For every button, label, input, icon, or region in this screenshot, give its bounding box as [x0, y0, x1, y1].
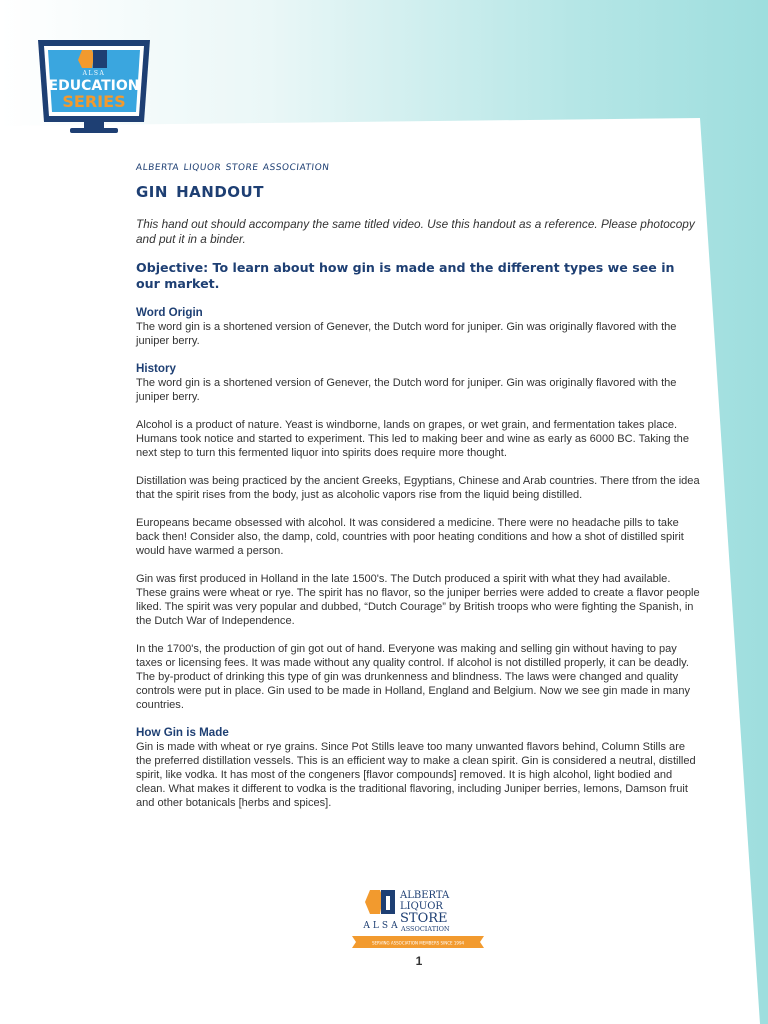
section-word-origin	[136, 306, 702, 348]
association-name: alberta liquor store association	[135, 158, 331, 173]
footer-line2: LIQUOR	[400, 901, 443, 912]
section-heading: History	[136, 362, 176, 375]
paragraph: Alcohol is a product of nature. Yeast is windborne, lands on grapes, or wet grain, and fermentation takes place. Humans took notice and started to experiment. This led to making beer and wine as early as 6000 BC. Taking the next step to turn this fermented liquor into spirits does require more thought.	[136, 419, 689, 459]
alsa-footer-logo	[350, 884, 490, 954]
page-title: gin handout	[136, 178, 264, 203]
logo-line1: EDUCATION	[48, 78, 140, 94]
section-how-gin-is-made	[136, 726, 702, 810]
paragraph: Distillation was being practiced by the ancient Greeks, Egyptians, Chinese and Arab countries. There tfrom the idea that the spirit rises from the body, just as alcoholic vapors rise from the liquid being distilled.	[136, 475, 700, 501]
footer-mark-text: ALSA	[363, 921, 401, 931]
alsa-mark-icon	[365, 890, 395, 914]
footer-line4: ASSOCIATION	[401, 925, 450, 933]
paragraph: Europeans became obsessed with alcohol. It was considered a medicine. There were no headache pills to take back then! Consider also, the damp, cold, countries with poor heating conditions and how a shot of distilled spirit would have warmed a person.	[136, 517, 684, 557]
section-heading: How Gin is Made	[136, 726, 229, 739]
education-series-logo	[32, 36, 156, 136]
page-number: 1	[415, 954, 423, 968]
intro-text: This hand out should accompany the same titled video. Use this handout as a reference. Please photocopy and put it in a binder.	[136, 217, 695, 246]
paragraph: Gin was first produced in Holland in the late 1500's. The Dutch produced a spirit with what they had available. These grains were wheat or rye. The spirit has no flavor, so the juniper berries were added to create a flavor people liked. The spirit was very popular and dubbed, “Dutch Courage” by British troops who were fighting the Spanish, in the Dutch War of Independence.	[136, 573, 700, 627]
paragraph: Gin is made with wheat or rye grains. Since Pot Stills leave too many unwanted flavors behind, Column Stills are the preferred distillation vessels. This is an efficient way to make a clean spirit. Gin is considered a neutral, distilled spirit, like vodka. It has most of the congeners [flavor compounds] removed. It is high alcohol, light bodied and clean. What makes it different to vodka is the traditional flavoring, including Juniper berries, lemons, Damson fruit and other botanicals [herbs and spices].	[136, 741, 696, 809]
footer-ribbon-text: SERVING ASSOCIATION MEMBERS SINCE 1994	[371, 940, 465, 946]
logo-line2: SERIES	[62, 92, 126, 111]
footer-line1: ALBERTA	[400, 890, 450, 901]
paragraph: The word gin is a shortened version of Genever, the Dutch word for juniper. Gin was originally flavored with the juniper berry.	[136, 321, 677, 347]
document-body	[136, 158, 702, 810]
logo-small-text: ALSA	[82, 70, 106, 77]
paragraph: The word gin is a shortened version of Genever, the Dutch word for juniper. Gin was originally flavored with the juniper berry.	[136, 377, 677, 403]
section-history	[136, 362, 702, 712]
footer-line3: STORE	[400, 911, 448, 926]
paragraph: In the 1700's, the production of gin got out of hand. Everyone was making and selling gin without having to pay taxes or licensing fees. It was made without any quality control. If alcohol is not distilled properly, it can be deadly. The by-product of drinking this type of gin was drunkenness and blindness. The laws were changed and quality controls were put in place. Gin used to be made in Holland, England and Belgium. Now we see gin made in many countries.	[136, 643, 690, 711]
section-heading: Word Origin	[136, 306, 203, 319]
objective-text: Objective: To learn about how gin is made and the different types we see in our market.	[136, 260, 675, 291]
